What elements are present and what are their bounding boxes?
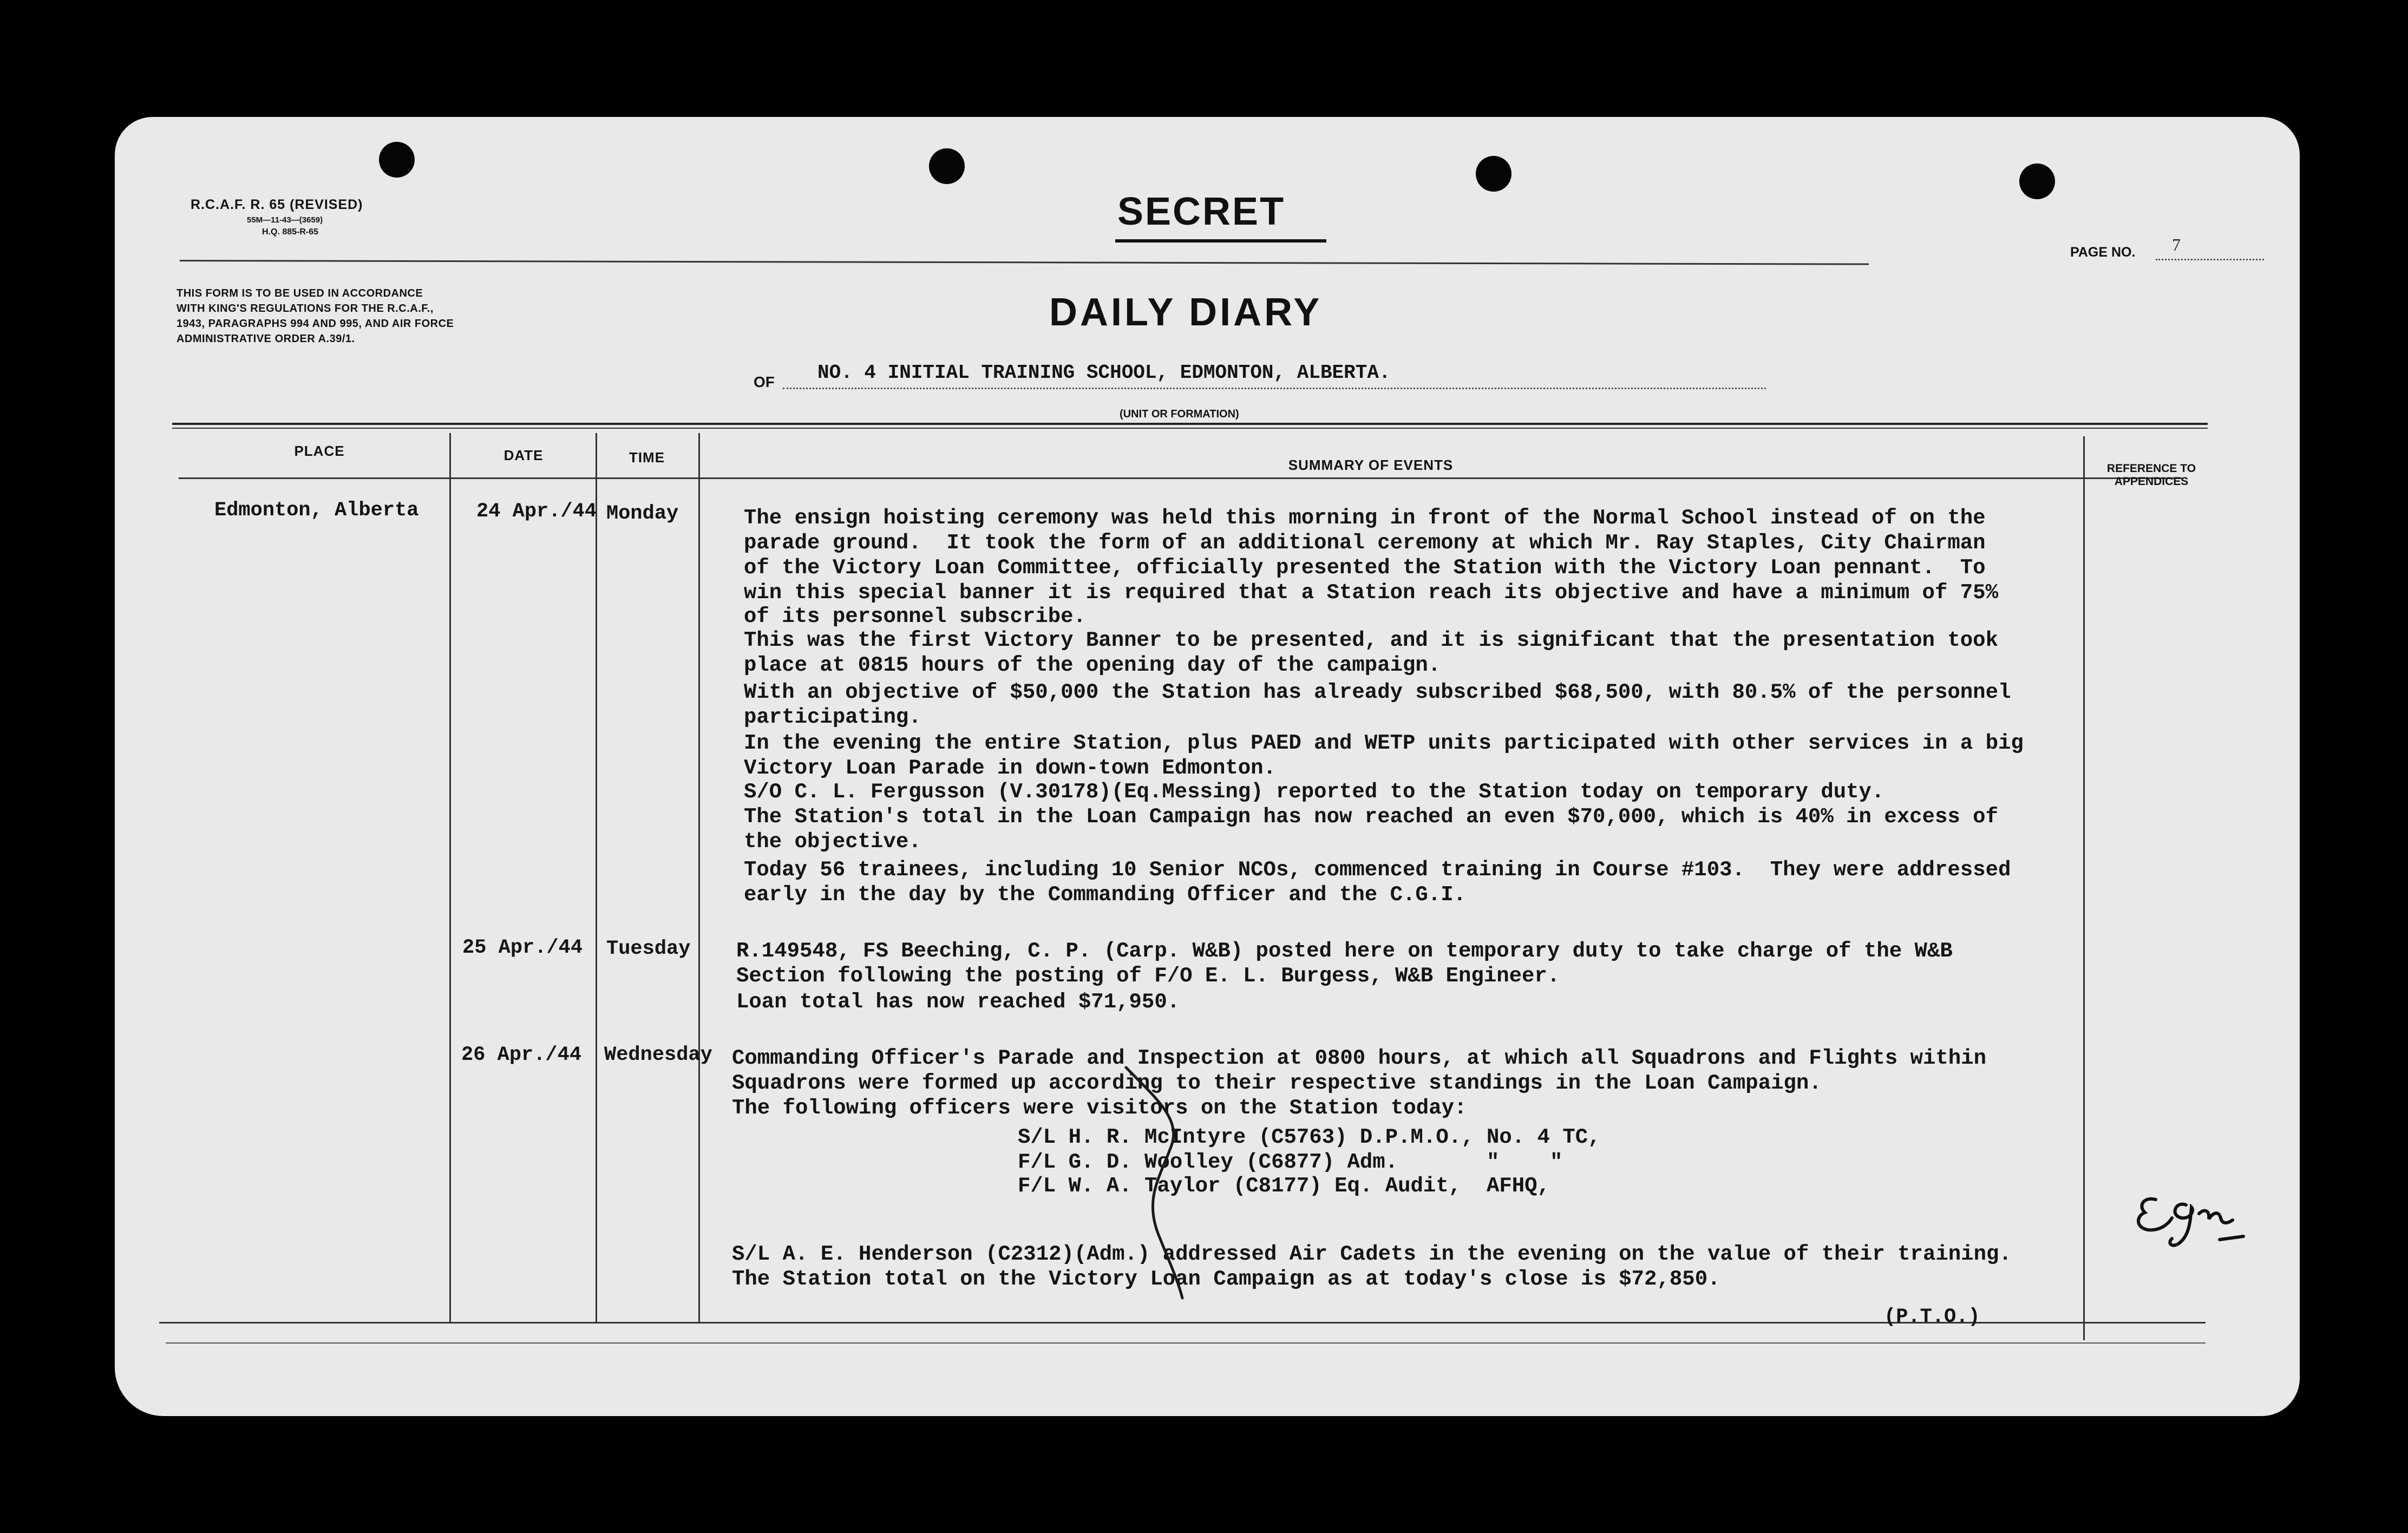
unit-caption: (UNIT OR FORMATION) bbox=[1120, 408, 1239, 420]
diary-form bbox=[115, 117, 2300, 1416]
summary-line: Victory Loan Parade in down-town Edmonton. bbox=[744, 756, 1276, 780]
form-number: R.C.A.F. R. 65 (REVISED) bbox=[191, 197, 363, 212]
summary-line: S/L A. E. Henderson (C2312)(Adm.) addressed Air Cadets in the evening on the value of their training. bbox=[732, 1242, 2012, 1266]
summary-line: This was the first Victory Banner to be presented, and it is significant that the presentation took bbox=[744, 628, 1998, 652]
summary-line: parade ground. It took the form of an additional ceremony at which Mr. Ray Staples, City Chairman bbox=[744, 531, 1986, 555]
table-top-rule bbox=[172, 423, 2208, 425]
entry-day: Tuesday bbox=[606, 938, 691, 960]
form-usage-note: THIS FORM IS TO BE USED IN ACCORDANCE WITH KING'S REGULATIONS FOR THE R.C.A.F., 1943, PARAGRAPHS 994 AND 995, AND AIR FORCE ADMINISTRATIVE ORDER A.39/1. bbox=[176, 287, 454, 345]
unit-line bbox=[783, 388, 1766, 389]
punch-hole bbox=[929, 148, 965, 184]
column-header-reference: REFERENCE TO APPENDICES bbox=[2106, 462, 2196, 488]
visitor-line: S/L H. R. McIntyre (C5763) D.P.M.O., No. 4 TC, bbox=[1018, 1125, 1601, 1149]
column-divider bbox=[449, 433, 451, 1322]
column-header-place: PLACE bbox=[294, 443, 345, 459]
entry-place: Edmonton, Alberta bbox=[214, 499, 419, 522]
column-divider bbox=[2083, 436, 2085, 1340]
continued-note: (P.T.O.) bbox=[1884, 1306, 1980, 1328]
summary-line: Loan total has now reached $71,950. bbox=[736, 990, 1180, 1014]
summary-line: The following officers were visitors on the Station today: bbox=[732, 1096, 1467, 1120]
page-number-label: PAGE NO. bbox=[2070, 245, 2136, 260]
form-print-code: 55M—11-43—(3659) bbox=[247, 215, 323, 225]
entry-date: 24 Apr./44 bbox=[476, 500, 597, 523]
page-number-line bbox=[2156, 259, 2264, 260]
entry-date: 25 Apr./44 bbox=[462, 936, 583, 959]
summary-line: The Station's total in the Loan Campaign has now reached an even $70,000, which is 40% in excess of bbox=[744, 805, 1998, 829]
column-divider bbox=[596, 433, 597, 1322]
column-header-summary: SUMMARY OF EVENTS bbox=[1288, 457, 1454, 473]
summary-line: S/O C. L. Fergusson (V.30178)(Eq.Messing) reported to the Station today on temporary duty. bbox=[744, 780, 1884, 804]
summary-line: Commanding Officer's Parade and Inspection at 0800 hours, at which all Squadrons and Flights within bbox=[732, 1046, 1986, 1070]
summary-line: place at 0815 hours of the opening day of the campaign. bbox=[744, 653, 1441, 677]
column-divider bbox=[698, 433, 700, 1322]
summary-line: the objective. bbox=[744, 830, 921, 854]
summary-line: participating. bbox=[744, 705, 921, 729]
table-top-rule-inner bbox=[172, 428, 2208, 429]
summary-line: Section following the posting of F/O E. L. Burgess, W&B Engineer. bbox=[736, 964, 1560, 988]
entry-day: Wednesday bbox=[604, 1044, 712, 1066]
page-title: DAILY DIARY bbox=[1049, 291, 1323, 334]
punch-hole bbox=[2019, 163, 2055, 199]
initials-signature bbox=[2134, 1189, 2248, 1259]
summary-line: of the Victory Loan Committee, officially presented the Station with the Victory Loan pennant. To bbox=[744, 556, 1986, 580]
classification-stamp: SECRET bbox=[1117, 190, 1286, 233]
visitor-line: F/L W. A. Taylor (C8177) Eq. Audit, AFHQ, bbox=[1018, 1174, 1550, 1198]
column-header-date: DATE bbox=[503, 447, 544, 463]
summary-line: Squadrons were formed up according to their respective standings in the Loan Campaign. bbox=[732, 1071, 1822, 1095]
unit-of-label: OF bbox=[754, 374, 775, 390]
header-rule bbox=[180, 260, 1869, 265]
summary-line: With an objective of $50,000 the Station has already subscribed $68,500, with 80.5% of the personnel bbox=[744, 680, 2011, 704]
summary-line: early in the day by the Commanding Officer and the C.G.I. bbox=[744, 883, 1467, 907]
pen-mark bbox=[1122, 1064, 1208, 1302]
unit-name: NO. 4 INITIAL TRAINING SCHOOL, EDMONTON, ALBERTA. bbox=[817, 362, 1391, 384]
visitor-line: F/L G. D. Woolley (C6877) Adm. " " bbox=[1018, 1150, 1563, 1174]
header-bottom-rule bbox=[179, 477, 2182, 479]
summary-line: The Station total on the Victory Loan Campaign as at today's close is $72,850. bbox=[732, 1267, 1720, 1291]
summary-line: The ensign hoisting ceremony was held this morning in front of the Normal School instead of on the bbox=[744, 506, 1986, 530]
summary-line: In the evening the entire Station, plus PAED and WETP units participated with other services in a big bbox=[744, 731, 2024, 755]
entry-date: 26 Apr./44 bbox=[461, 1044, 582, 1066]
summary-line: win this special banner it is required that a Station reach its objective and have a minimum of 75% bbox=[744, 581, 1998, 605]
punch-hole bbox=[1476, 156, 1511, 192]
summary-line: R.149548, FS Beeching, C. P. (Carp. W&B) posted here on temporary duty to take charge of the W&B bbox=[736, 939, 1953, 963]
column-header-time: TIME bbox=[629, 449, 665, 466]
form-hq-reference: H.Q. 885-R-65 bbox=[262, 227, 319, 237]
summary-line: Today 56 trainees, including 10 Senior NCOs, commenced training in Course #103. They were addressed bbox=[744, 858, 2011, 882]
summary-line: of its personnel subscribe. bbox=[744, 605, 1086, 628]
classification-underline bbox=[1115, 239, 1326, 243]
punch-hole bbox=[379, 142, 415, 178]
table-bottom-rule-lower bbox=[166, 1342, 2206, 1344]
entry-day: Monday bbox=[606, 502, 679, 525]
page-number: 7 bbox=[2172, 235, 2181, 254]
